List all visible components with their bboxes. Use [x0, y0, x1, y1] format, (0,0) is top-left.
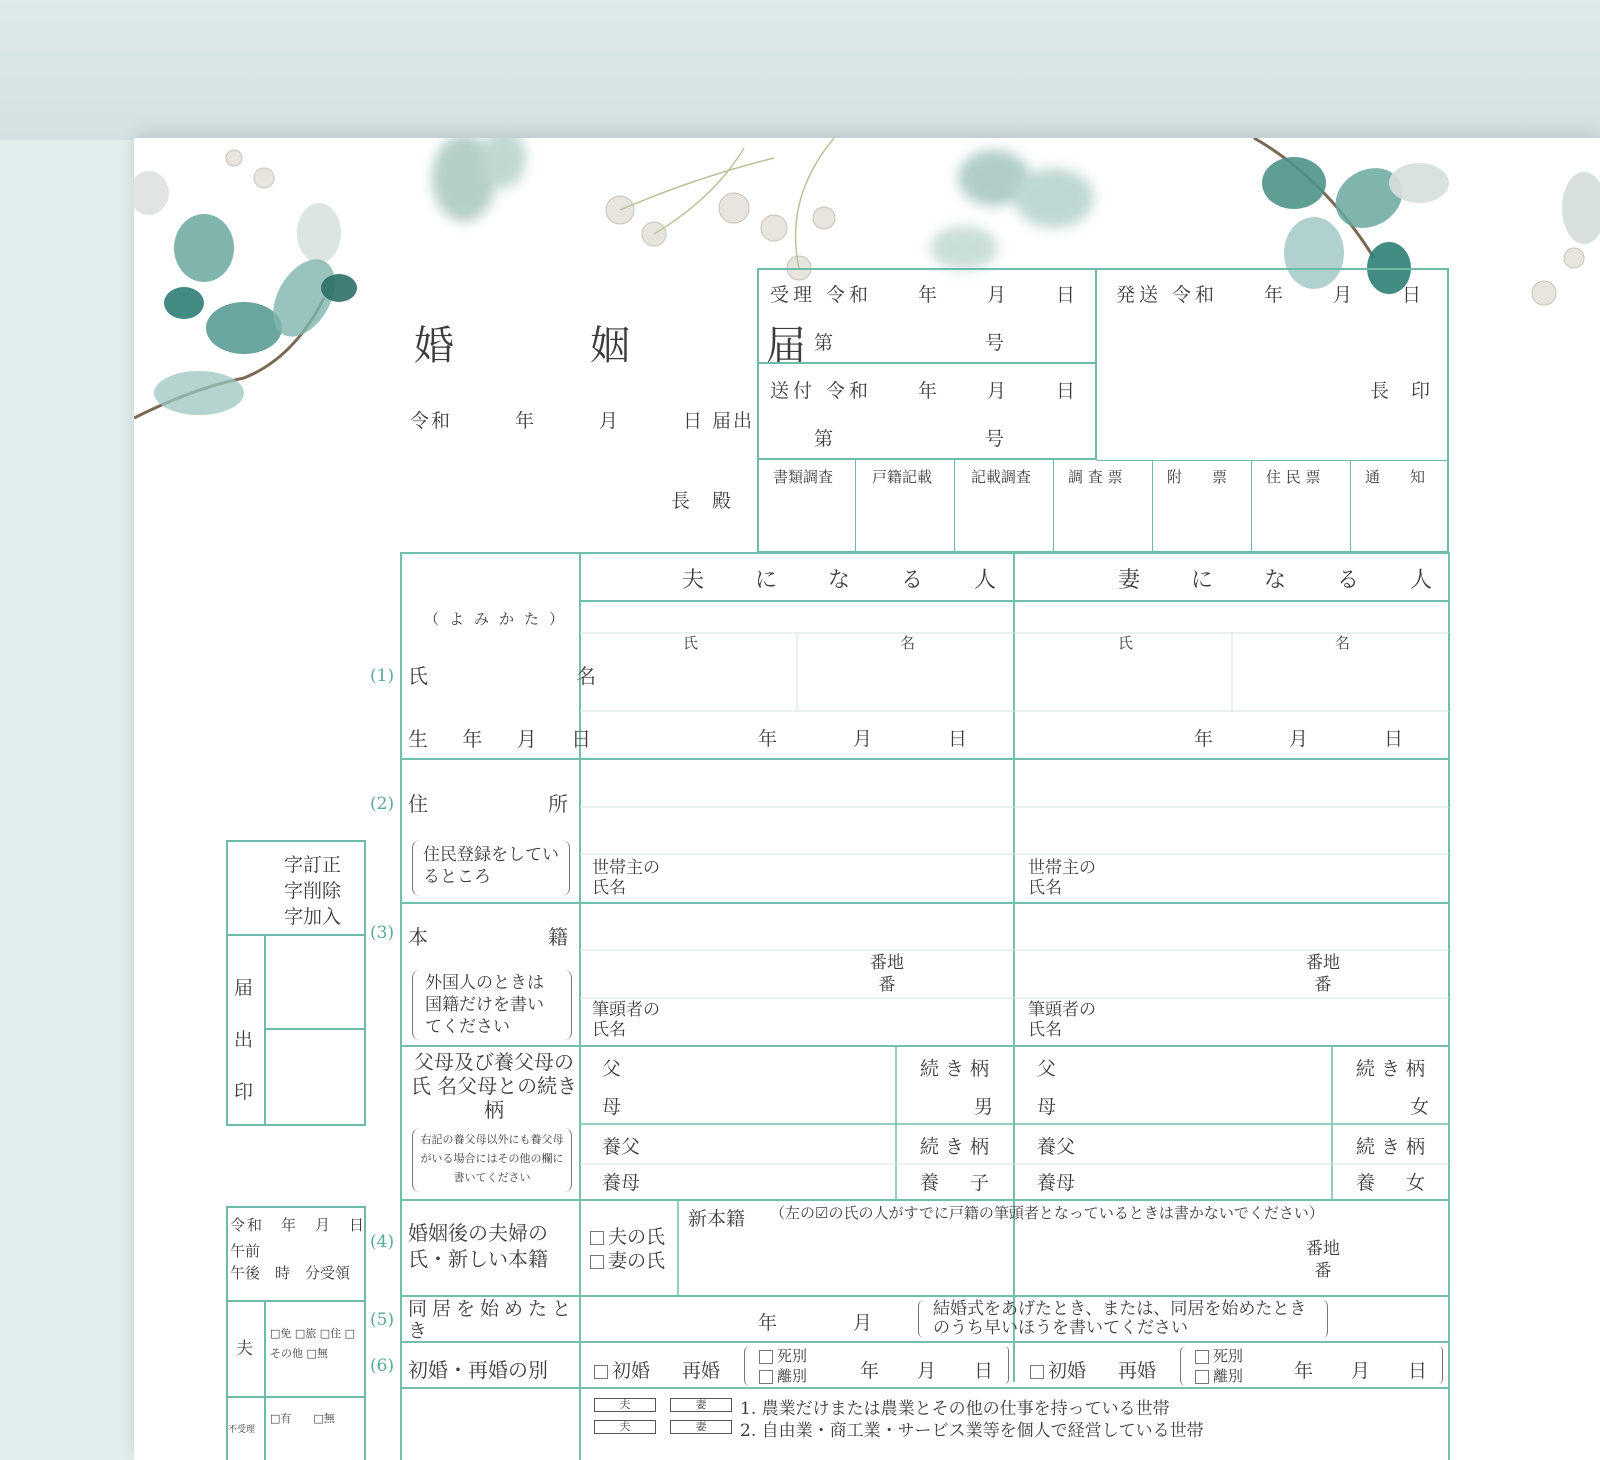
wife-surname-label: 氏 [1118, 634, 1134, 652]
parents-label: 父母及び養父母の 氏 名父母との続き柄 [410, 1050, 578, 1122]
wife-first-checkbox[interactable] [1030, 1365, 1044, 1379]
husband-adopted-son: 養 子 [920, 1172, 996, 1194]
check-cell-2: 記載調査 [955, 460, 1054, 553]
husband-divorced-option[interactable] [759, 1366, 810, 1386]
addressee: 長 殿 [671, 490, 740, 512]
husband-divorced-checkbox[interactable] [759, 1370, 773, 1384]
honseki-note: 外国人のときは国籍だけを書いてください [412, 970, 572, 1040]
wife-father-label: 父 [1037, 1058, 1057, 1080]
correction-2: 字削除 [284, 880, 342, 902]
birth-label: 生 年 月 日 [408, 727, 606, 751]
wife-householder-label: 世帯主の氏名 [1028, 858, 1096, 898]
husband-bereaved-label: 死別 [777, 1347, 808, 1365]
new-honseki-note: （左の☑の氏の人がすでに戸籍の筆頭者となっているときは書かないでください） [770, 1204, 1324, 1222]
reception-divider-v [264, 1300, 266, 1460]
check-cell-0: 書類調査 [757, 460, 856, 553]
check-cell-5: 住 民 票 [1252, 460, 1351, 553]
cohabit-fill: 年 月 [758, 1312, 873, 1334]
husband-banchi: 番地番 [870, 953, 904, 995]
husband-bereaved-checkbox[interactable] [759, 1350, 773, 1364]
husband-remarriage-label: 再婚 [682, 1360, 721, 1382]
husband-first-marriage[interactable] [594, 1356, 650, 1383]
row-number-5: (5) [370, 1310, 395, 1330]
check-cell-3: 調 査 票 [1054, 460, 1153, 553]
wife-bereaved-option[interactable] [1195, 1346, 1246, 1366]
new-honseki-label: 新本籍 [688, 1208, 746, 1230]
correction-3: 字加入 [284, 906, 342, 928]
husband-adoptive-mother: 養母 [602, 1172, 641, 1194]
correction-divider [226, 934, 366, 936]
wife-remarriage-date: 年 月 日 [1294, 1360, 1428, 1382]
chief-seal: 長 印 [1370, 380, 1439, 402]
seal-label: 届出印 [234, 977, 254, 1103]
wife-remarriage-reason [1180, 1346, 1246, 1386]
check-cell-6: 通 知 [1365, 468, 1426, 486]
wife-head-label: 筆頭者の氏名 [1028, 1000, 1096, 1040]
wife-divorced-label: 離別 [1213, 1367, 1244, 1385]
row-number-2: (2) [370, 794, 395, 814]
wife-first-marriage[interactable] [1030, 1356, 1086, 1383]
wife-banchi: 番地番 [1306, 953, 1340, 995]
husband-surname-checkbox[interactable] [590, 1231, 604, 1245]
received-date: 受理 令和 年 月 日 [770, 284, 1080, 306]
row-number-1: (1) [370, 666, 395, 686]
reception-options: □免 □旅 □住 □その他 □無 [270, 1327, 356, 1360]
after-marriage-label: 婚姻後の夫婦の氏・新しい本籍 [408, 1221, 548, 1271]
husband-remarriage-date: 年 月 日 [860, 1360, 994, 1382]
wife-divorced-checkbox[interactable] [1195, 1370, 1209, 1384]
check-cell-4: 附 票 [1153, 460, 1252, 553]
household-2-husband-box[interactable]: 夫 [594, 1420, 656, 1434]
address-note: 住民登録をしているところ [412, 840, 570, 896]
sent-date: 送付 令和 年 月 日 [770, 380, 1080, 402]
husband-surname-option-label: 夫の氏 [608, 1226, 666, 1248]
address-label: 住 所 [408, 792, 576, 816]
cohabit-note: 結婚式をあげたとき、または、同居を始めたときのうち早いほうを書いてください [918, 1300, 1328, 1338]
wife-surname-option[interactable] [590, 1246, 665, 1273]
husband-relation-label-2: 続き柄 [920, 1136, 996, 1158]
honseki-label: 本 籍 [408, 925, 576, 949]
reception-divider [226, 1300, 366, 1302]
cohabit-label: 同居を始めたとき [408, 1298, 577, 1342]
reception-date: 令和 年 月 日 [230, 1216, 367, 1234]
husband-bracket-close [1000, 1346, 1009, 1384]
husband-remarriage-reason [744, 1346, 810, 1386]
household-1-husband-box[interactable]: 夫 [594, 1398, 656, 1412]
wife-relation-label-2: 続き柄 [1356, 1136, 1432, 1158]
husband-given-label: 名 [900, 634, 916, 652]
husband-first-checkbox[interactable] [594, 1365, 608, 1379]
husband-bereaved-option[interactable] [759, 1346, 810, 1366]
wife-remarriage-label: 再婚 [1118, 1360, 1157, 1382]
reception-am: 午前 [230, 1242, 261, 1260]
reception-time: 午後 時 分受領 [230, 1264, 351, 1282]
husband-surname-label: 氏 [683, 634, 699, 652]
wife-adopted-daughter: 養 女 [1356, 1172, 1432, 1194]
husband-divorced-label: 離別 [777, 1367, 808, 1385]
new-honseki-banchi: 番地番 [1306, 1239, 1340, 1281]
marriage-registration-form [134, 138, 1600, 1460]
reception-husband: 夫 [236, 1339, 253, 1359]
dispatch-date: 発送 令和 年 月 日 [1116, 284, 1426, 306]
wife-column-header: 妻 に な る 人 [1118, 568, 1454, 593]
husband-column-header: 夫 に な る 人 [682, 568, 1018, 593]
correction-1: 字訂正 [284, 854, 342, 876]
seal-divider-v [264, 934, 266, 1126]
wife-first-label: 初婚 [1048, 1360, 1087, 1382]
seal-divider-h [264, 1028, 366, 1030]
yomikata-label: （よみかた） [424, 610, 575, 628]
received-number: 第 号 [814, 332, 1005, 354]
husband-head-label: 筆頭者の氏名 [592, 1000, 660, 1040]
husband-mother-label: 母 [602, 1096, 622, 1118]
parents-note: 右記の養父母以外にも養父母がいる場合にはその他の欄に書いてください [412, 1128, 572, 1192]
marriage-type-label: 初婚・再婚の別 [408, 1358, 548, 1382]
husband-first-label: 初婚 [612, 1360, 651, 1382]
name-label: 氏 名 [408, 664, 604, 688]
wife-surname-option-label: 妻の氏 [608, 1250, 666, 1272]
background-top [0, 0, 1600, 140]
wife-adoptive-mother: 養母 [1037, 1172, 1076, 1194]
row-number-6: (6) [370, 1356, 395, 1376]
wife-given-label: 名 [1335, 634, 1351, 652]
household-option-2: 2. 自由業・商工業・サービス業等を個人で経営している世帯 [740, 1421, 1204, 1441]
husband-father-label: 父 [602, 1058, 622, 1080]
reception-cut-label: 不受理 [228, 1425, 256, 1435]
household-1-wife-box[interactable]: 妻 [670, 1398, 732, 1412]
form-title: 婚 姻 届 [414, 323, 854, 369]
wife-daughter-label: 女 [1410, 1096, 1430, 1118]
wife-relation-label: 続き柄 [1356, 1058, 1432, 1080]
row-number-3: (3) [370, 923, 395, 943]
husband-son-label: 男 [974, 1096, 994, 1118]
wife-adoptive-father: 養父 [1037, 1136, 1076, 1158]
husband-householder-label: 世帯主の氏名 [592, 858, 660, 898]
check-cell-1: 戸籍記載 [856, 460, 955, 553]
wife-surname-checkbox[interactable] [590, 1255, 604, 1269]
husband-relation-label: 続き柄 [920, 1058, 996, 1080]
filing-date: 令和 年 月 日 届出 [410, 410, 755, 432]
household-option-1: 1. 農業だけまたは農業とその他の仕事を持っている世帯 [740, 1399, 1170, 1419]
wife-mother-label: 母 [1037, 1096, 1057, 1118]
reception-divider-2 [226, 1396, 366, 1398]
wife-bereaved-checkbox[interactable] [1195, 1350, 1209, 1364]
wife-birth-fill: 年 月 日 [1194, 728, 1404, 750]
wife-bracket-close [1434, 1346, 1443, 1384]
husband-adoptive-father: 養父 [602, 1136, 641, 1158]
husband-birth-fill: 年 月 日 [758, 728, 968, 750]
wife-divorced-option[interactable] [1195, 1366, 1246, 1386]
row-number-4: (4) [370, 1232, 395, 1252]
husband-surname-option[interactable] [590, 1222, 665, 1249]
household-2-wife-box[interactable]: 妻 [670, 1420, 732, 1434]
wife-bereaved-label: 死別 [1213, 1347, 1244, 1365]
sent-number: 第 号 [814, 428, 1005, 450]
reception-yes-no: □有 □無 [270, 1412, 335, 1425]
